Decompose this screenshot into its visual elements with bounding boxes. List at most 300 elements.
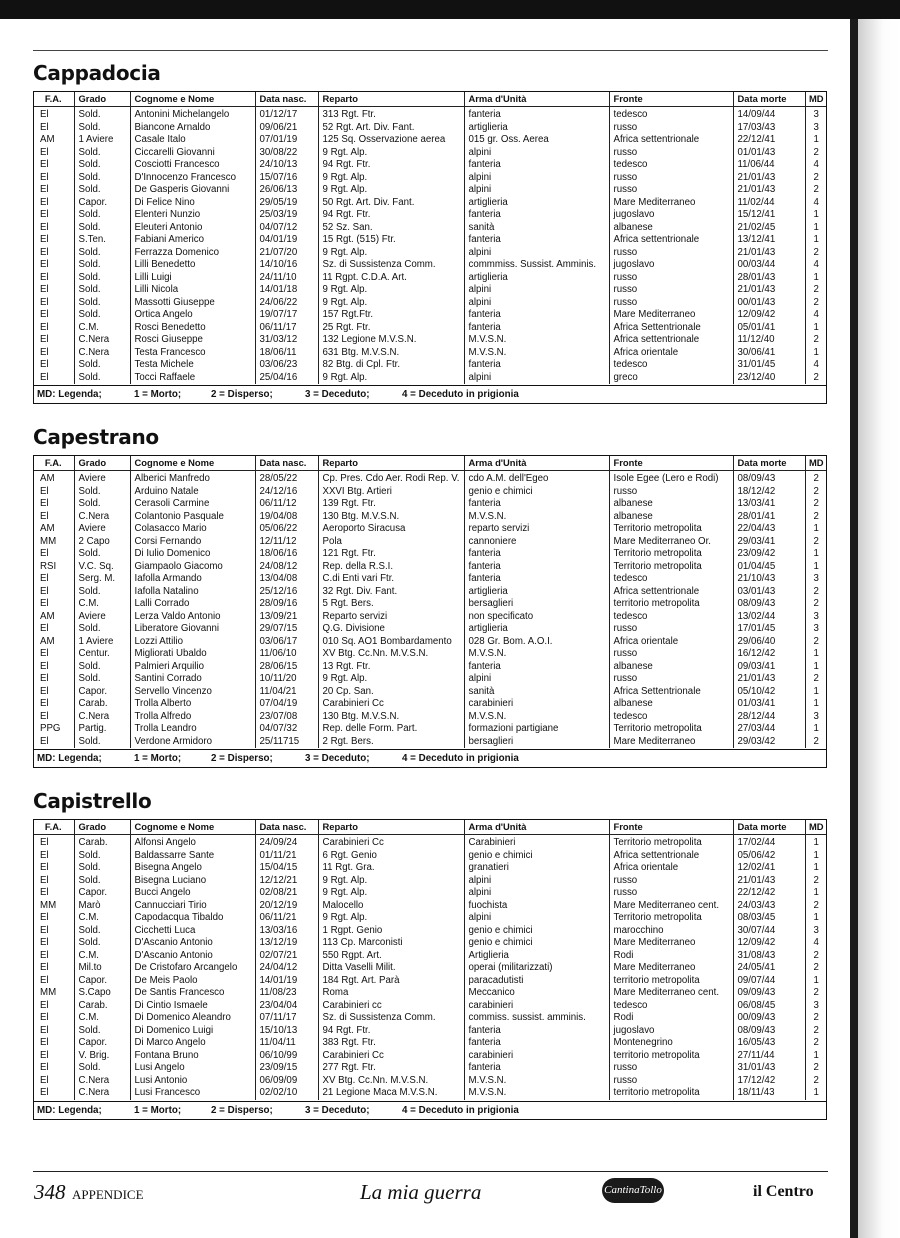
cell-cognome-nome: Di Domenico Luigi	[130, 1025, 255, 1038]
cell-data-nascita: 03/06/17	[255, 636, 318, 649]
cell-data-nascita: 09/06/21	[255, 122, 318, 135]
cell-fa: El	[33, 247, 74, 260]
cell-data-morte: 13/03/41	[733, 498, 805, 511]
cell-data-morte: 14/09/44	[733, 107, 805, 122]
cell-fronte: Mare Mediterraneo	[609, 937, 733, 950]
cell-data-nascita: 10/11/20	[255, 673, 318, 686]
cell-arma: Carabinieri	[464, 835, 609, 850]
cell-grado: Sold.	[74, 925, 130, 938]
cell-reparto: 9 Rgt. Alp.	[318, 673, 464, 686]
cell-grado: Sold.	[74, 623, 130, 636]
cell-fronte: albanese	[609, 698, 733, 711]
table-row	[33, 523, 827, 536]
cell-arma: carabinieri	[464, 1050, 609, 1063]
cell-cognome-nome: Antonini Michelangelo	[130, 107, 255, 122]
cell-reparto: Cp. Pres. Cdo Aer. Rodi Rep. V.	[318, 471, 464, 486]
cell-fa: El	[33, 835, 74, 850]
cell-reparto: 25 Rgt. Ftr.	[318, 322, 464, 335]
cell-fa: El	[33, 334, 74, 347]
cell-cognome-nome: De Santis Francesco	[130, 987, 255, 1000]
cell-cognome-nome: Lozzi Attilio	[130, 636, 255, 649]
cell-arma: cannoniere	[464, 536, 609, 549]
cell-fronte: Territorio metropolita	[609, 523, 733, 536]
cell-data-morte: 13/12/41	[733, 234, 805, 247]
cell-data-nascita: 06/11/21	[255, 912, 318, 925]
table-row	[33, 511, 827, 524]
cell-fronte: territorio metropolita	[609, 1087, 733, 1100]
cell-arma: fanteria	[464, 548, 609, 561]
cell-md: 2	[813, 673, 819, 684]
cell-data-nascita: 06/10/99	[255, 1050, 318, 1063]
cell-data-nascita: 02/07/21	[255, 950, 318, 963]
cell-cognome-nome: Di Domenico Aleandro	[130, 1012, 255, 1025]
cell-data-nascita: 25/12/16	[255, 586, 318, 599]
cell-grado: Sold.	[74, 309, 130, 322]
cell-data-nascita: 14/01/19	[255, 975, 318, 988]
cell-arma: genio e chimici	[464, 937, 609, 950]
cell-md: 3	[813, 999, 819, 1011]
cell-reparto: C.di Enti vari Ftr.	[318, 573, 464, 586]
cell-cognome-nome: Lusi Angelo	[130, 1062, 255, 1075]
cell-grado: S.Ten.	[74, 234, 130, 247]
cell-fronte: territorio metropolita	[609, 975, 733, 988]
cell-md: 2	[813, 899, 819, 911]
cell-data-morte: 16/05/43	[733, 1037, 805, 1050]
cell-cognome-nome: Di Marco Angelo	[130, 1037, 255, 1050]
table-row	[33, 1075, 827, 1088]
cell-fa: MM	[33, 536, 74, 549]
cell-grado: Marò	[74, 900, 130, 913]
column-header-cognome-nome: Cognome e Nome	[130, 456, 255, 471]
cell-grado: Sold.	[74, 486, 130, 499]
cell-md: 2	[813, 184, 819, 195]
cell-grado: Carab.	[74, 1000, 130, 1013]
table-row	[33, 1087, 827, 1100]
cell-data-nascita: 24/06/22	[255, 297, 318, 310]
table-row	[33, 636, 827, 649]
cell-data-nascita: 24/12/16	[255, 486, 318, 499]
cell-fronte: Africa orientale	[609, 862, 733, 875]
cell-fa: AM	[33, 134, 74, 147]
cell-fronte: Montenegrino	[609, 1037, 733, 1050]
cell-grado: C.M.	[74, 950, 130, 963]
cell-fa: El	[33, 222, 74, 235]
cell-md: 2	[813, 371, 819, 383]
column-header-fa: F.A.	[33, 820, 74, 835]
table-row	[33, 925, 827, 938]
cell-md: 2	[813, 146, 819, 158]
cell-fronte: albanese	[609, 498, 733, 511]
cell-reparto: 52 Rgt. Art. Div. Fant.	[318, 122, 464, 135]
top-scan-border	[0, 0, 900, 19]
cell-data-nascita: 12/11/12	[255, 536, 318, 549]
cell-fronte: russo	[609, 486, 733, 499]
column-header-reparto: Reparto	[318, 456, 464, 471]
cell-data-nascita: 28/09/16	[255, 598, 318, 611]
cell-fronte: territorio metropolita	[609, 1050, 733, 1063]
cell-data-morte: 00/09/43	[733, 1012, 805, 1025]
cell-grado: V.C. Sq.	[74, 561, 130, 574]
cell-cognome-nome: Trolla Leandro	[130, 723, 255, 736]
cell-fronte: Africa settentrionale	[609, 234, 733, 247]
cell-reparto: XV Btg. Cc.Nn. M.V.S.N.	[318, 648, 464, 661]
cell-arma: fanteria	[464, 1025, 609, 1038]
cell-reparto: 313 Rgt. Ftr.	[318, 107, 464, 122]
cell-grado: Sold.	[74, 284, 130, 297]
cell-cognome-nome: Di Iulio Domenico	[130, 548, 255, 561]
cell-arma: Artiglieria	[464, 950, 609, 963]
table-row	[33, 1025, 827, 1038]
cell-reparto: 010 Sq. AO1 Bombardamento	[318, 636, 464, 649]
cell-reparto: 94 Rgt. Ftr.	[318, 1025, 464, 1038]
cell-reparto: 277 Rgt. Ftr.	[318, 1062, 464, 1075]
column-header-reparto: Reparto	[318, 820, 464, 835]
cell-fa: El	[33, 234, 74, 247]
cell-fa: El	[33, 197, 74, 210]
cell-reparto: 94 Rgt. Ftr.	[318, 159, 464, 172]
cell-data-nascita: 04/07/12	[255, 222, 318, 235]
cell-data-morte: 12/02/41	[733, 862, 805, 875]
cell-data-nascita: 23/09/15	[255, 1062, 318, 1075]
cell-grado: Sold.	[74, 159, 130, 172]
cell-data-morte: 17/12/42	[733, 1075, 805, 1088]
md-legend	[33, 749, 827, 767]
cell-cognome-nome: Lalli Corrado	[130, 598, 255, 611]
cell-reparto: Q.G. Divisione	[318, 623, 464, 636]
cell-grado: Sold.	[74, 172, 130, 185]
table-row	[33, 736, 827, 749]
cell-cognome-nome: Eleuteri Antonio	[130, 222, 255, 235]
cell-fa: El	[33, 347, 74, 360]
cell-data-nascita: 29/05/19	[255, 197, 318, 210]
cell-md: 1	[813, 1087, 819, 1098]
cell-cognome-nome: Baldassarre Sante	[130, 850, 255, 863]
cell-data-nascita: 11/06/10	[255, 648, 318, 661]
cell-fronte: Isole Egee (Lero e Rodi)	[609, 471, 733, 486]
cell-fa: El	[33, 850, 74, 863]
cell-fa: El	[33, 1012, 74, 1025]
table-row	[33, 309, 827, 322]
cell-cognome-nome: Liberatore Giovanni	[130, 623, 255, 636]
cell-cognome-nome: Lusi Francesco	[130, 1087, 255, 1100]
cell-md: 2	[813, 296, 819, 308]
cell-fronte: Territorio metropolita	[609, 912, 733, 925]
cell-fa: El	[33, 673, 74, 686]
cell-data-morte: 21/01/43	[733, 875, 805, 888]
cell-data-nascita: 24/04/12	[255, 962, 318, 975]
cell-md: 2	[813, 284, 819, 295]
cell-reparto: Rep. delle Form. Part.	[318, 723, 464, 736]
cell-md: 1	[813, 221, 819, 233]
cell-arma: fanteria	[464, 573, 609, 586]
cell-cognome-nome: Rosci Giuseppe	[130, 334, 255, 347]
cell-data-morte: 17/03/43	[733, 122, 805, 135]
cell-cognome-nome: Lilli Luigi	[130, 272, 255, 285]
cell-arma: fanteria	[464, 1037, 609, 1050]
cell-fa: AM	[33, 471, 74, 486]
cell-cognome-nome: Testa Francesco	[130, 347, 255, 360]
table-header-row	[33, 820, 827, 835]
column-header-md: MD	[805, 456, 827, 471]
cell-reparto: 20 Cp. San.	[318, 686, 464, 699]
cell-fa: El	[33, 372, 74, 385]
column-header-data-morte: Data morte	[733, 820, 805, 835]
cell-data-nascita: 18/06/16	[255, 548, 318, 561]
cell-data-morte: 01/03/41	[733, 698, 805, 711]
cell-reparto: 113 Cp. Marconisti	[318, 937, 464, 950]
cell-reparto: 184 Rgt. Art. Parà	[318, 975, 464, 988]
cell-fa: El	[33, 598, 74, 611]
cell-data-morte: 29/06/40	[733, 636, 805, 649]
cell-fronte: Territorio metropolita	[609, 723, 733, 736]
cell-cognome-nome: Ortica Angelo	[130, 309, 255, 322]
cell-fronte: Territorio metropolita	[609, 835, 733, 850]
cell-cognome-nome: Cicchetti Luca	[130, 925, 255, 938]
cell-grado: Sold.	[74, 184, 130, 197]
cell-arma: alpini	[464, 372, 609, 385]
page-number: 348	[34, 1180, 66, 1204]
cell-reparto: 9 Rgt. Alp.	[318, 875, 464, 888]
cell-grado: Sold.	[74, 875, 130, 888]
cell-fa: El	[33, 498, 74, 511]
cell-fa: El	[33, 1062, 74, 1075]
column-header-fa: F.A.	[33, 92, 74, 107]
cell-md: 3	[813, 109, 819, 120]
cell-data-morte: 29/03/42	[733, 736, 805, 749]
cell-md: 1	[813, 723, 819, 734]
cell-fa: El	[33, 184, 74, 197]
cell-reparto: Sz. di Sussistenza Comm.	[318, 259, 464, 272]
cell-arma: alpini	[464, 172, 609, 185]
cell-reparto: 2 Rgt. Bers.	[318, 736, 464, 749]
cell-md: 2	[813, 498, 819, 509]
cell-grado: Sold.	[74, 247, 130, 260]
cell-cognome-nome: Trolla Alberto	[130, 698, 255, 711]
cell-arma: sanità	[464, 222, 609, 235]
cell-reparto: Malocello	[318, 900, 464, 913]
table-row	[33, 962, 827, 975]
cell-cognome-nome: Massotti Giuseppe	[130, 297, 255, 310]
cell-md: 4	[813, 259, 819, 270]
cell-reparto: 9 Rgt. Alp.	[318, 184, 464, 197]
cell-data-morte: 18/11/43	[733, 1087, 805, 1100]
cell-fa: El	[33, 573, 74, 586]
cell-md: 4	[813, 359, 819, 370]
cell-data-nascita: 31/03/12	[255, 334, 318, 347]
cell-fa: El	[33, 486, 74, 499]
column-header-data-morte: Data morte	[733, 456, 805, 471]
cell-md: 2	[813, 598, 819, 609]
cell-reparto: 15 Rgt. (515) Ftr.	[318, 234, 464, 247]
cell-data-morte: 22/12/41	[733, 134, 805, 147]
cell-data-morte: 01/01/43	[733, 147, 805, 160]
cell-grado: C.Nera	[74, 711, 130, 724]
cell-data-nascita: 13/03/16	[255, 925, 318, 938]
cell-grado: C.Nera	[74, 511, 130, 524]
cell-grado: C.M.	[74, 1012, 130, 1025]
table-row	[33, 887, 827, 900]
table-row	[33, 900, 827, 913]
table-row	[33, 486, 827, 499]
cell-cognome-nome: D'Innocenzo Francesco	[130, 172, 255, 185]
cell-data-nascita: 28/05/22	[255, 471, 318, 486]
cell-data-morte: 22/04/43	[733, 523, 805, 536]
cell-arma: carabinieri	[464, 1000, 609, 1013]
cell-reparto: 21 Legione Maca M.V.S.N.	[318, 1087, 464, 1100]
cell-data-morte: 30/07/44	[733, 925, 805, 938]
cell-grado: Partig.	[74, 723, 130, 736]
table-row	[33, 1050, 827, 1063]
cell-fa: El	[33, 912, 74, 925]
cell-data-nascita: 25/11715	[255, 736, 318, 749]
cell-arma: M.V.S.N.	[464, 511, 609, 524]
cell-fa: El	[33, 511, 74, 524]
cell-data-morte: 30/06/41	[733, 347, 805, 360]
cell-md: 3	[813, 121, 819, 133]
table-row	[33, 1062, 827, 1075]
column-header-reparto: Reparto	[318, 92, 464, 107]
cell-fa: El	[33, 1087, 74, 1100]
cell-cognome-nome: Rosci Benedetto	[130, 322, 255, 335]
cell-data-morte: 27/11/44	[733, 1050, 805, 1063]
cell-reparto: 130 Btg. M.V.S.N.	[318, 511, 464, 524]
cell-grado: C.Nera	[74, 1087, 130, 1100]
cell-data-morte: 23/12/40	[733, 372, 805, 385]
cell-arma: carabinieri	[464, 698, 609, 711]
cell-cognome-nome: De Cristofaro Arcangelo	[130, 962, 255, 975]
cell-cognome-nome: Lerza Valdo Antonio	[130, 611, 255, 624]
cell-grado: Sold.	[74, 661, 130, 674]
cell-cognome-nome: Alberici Manfredo	[130, 471, 255, 486]
cell-cognome-nome: Di Felice Nino	[130, 197, 255, 210]
cell-fa: El	[33, 209, 74, 222]
cell-data-morte: 21/10/43	[733, 573, 805, 586]
cell-arma: bersaglieri	[464, 598, 609, 611]
cell-reparto: 50 Rgt. Art. Div. Fant.	[318, 197, 464, 210]
cell-arma: alpini	[464, 247, 609, 260]
cell-cognome-nome: D'Ascanio Antonio	[130, 950, 255, 963]
legend-item: 2 = Disperso;	[211, 1105, 273, 1116]
legend-label: MD: Legenda;	[37, 1105, 102, 1116]
cell-arma: reparto servizi	[464, 523, 609, 536]
cell-fa: El	[33, 322, 74, 335]
cell-cognome-nome: Bisegna Angelo	[130, 862, 255, 875]
cell-cognome-nome: Migliorati Ubaldo	[130, 648, 255, 661]
cell-fronte: Africa Settentrionale	[609, 686, 733, 699]
table-row	[33, 134, 827, 147]
cell-reparto: 13 Rgt. Ftr.	[318, 661, 464, 674]
cell-cognome-nome: Iafolla Armando	[130, 573, 255, 586]
cell-fa: El	[33, 686, 74, 699]
cell-fronte: russo	[609, 272, 733, 285]
cell-cognome-nome: Lilli Nicola	[130, 284, 255, 297]
cell-reparto: Carabinieri Cc	[318, 835, 464, 850]
cell-fronte: greco	[609, 372, 733, 385]
table-row	[33, 1012, 827, 1025]
table-row	[33, 272, 827, 285]
cell-cognome-nome: Colantonio Pasquale	[130, 511, 255, 524]
cell-grado: 1 Aviere	[74, 134, 130, 147]
cell-fronte: Rodi	[609, 950, 733, 963]
cell-data-nascita: 30/08/22	[255, 147, 318, 160]
cell-fronte: jugoslavo	[609, 259, 733, 272]
cell-data-nascita: 02/02/10	[255, 1087, 318, 1100]
cell-fronte: Mare Mediterraneo	[609, 962, 733, 975]
cell-reparto: 9 Rgt. Alp.	[318, 372, 464, 385]
cell-md: 1	[813, 837, 819, 848]
legend-label: MD: Legenda;	[37, 389, 102, 400]
footer-rule	[33, 1171, 828, 1172]
cell-cognome-nome: Fabiani Americo	[130, 234, 255, 247]
cell-reparto: 157 Rgt.Ftr.	[318, 309, 464, 322]
cell-arma: sanità	[464, 686, 609, 699]
cell-data-morte: 11/12/40	[733, 334, 805, 347]
cell-fronte: jugoslavo	[609, 209, 733, 222]
cell-fa: El	[33, 862, 74, 875]
cell-data-morte: 21/01/43	[733, 247, 805, 260]
cell-md: 1	[813, 974, 819, 986]
cell-data-morte: 24/05/41	[733, 962, 805, 975]
cell-cognome-nome: Elenteri Nunzio	[130, 209, 255, 222]
cell-reparto: 52 Sz. San.	[318, 222, 464, 235]
table-row	[33, 561, 827, 574]
table-row	[33, 937, 827, 950]
cell-grado: Sold.	[74, 1062, 130, 1075]
cell-md: 1	[813, 660, 819, 672]
column-header-data-nascita: Data nasc.	[255, 456, 318, 471]
cell-fronte: Mare Mediterraneo cent.	[609, 900, 733, 913]
cell-reparto: 550 Rgpt. Art.	[318, 950, 464, 963]
cell-arma: artiglieria	[464, 623, 609, 636]
cell-reparto: Rep. della R.S.I.	[318, 561, 464, 574]
table-row	[33, 197, 827, 210]
cell-data-morte: 31/01/45	[733, 359, 805, 372]
cell-data-nascita: 21/07/20	[255, 247, 318, 260]
cell-data-nascita: 06/11/17	[255, 322, 318, 335]
cell-fronte: tedesco	[609, 1000, 733, 1013]
table-row	[33, 247, 827, 260]
column-header-cognome-nome: Cognome e Nome	[130, 92, 255, 107]
cell-cognome-nome: Trolla Alfredo	[130, 711, 255, 724]
cell-md: 1	[813, 1049, 819, 1061]
cell-fronte: Mare Mediterraneo	[609, 736, 733, 749]
cell-data-nascita: 23/04/04	[255, 1000, 318, 1013]
cell-md: 3	[813, 924, 819, 936]
cell-arma: fuochista	[464, 900, 609, 913]
cell-fa: El	[33, 122, 74, 135]
cell-fa: El	[33, 272, 74, 285]
cell-fronte: russo	[609, 623, 733, 636]
cell-data-nascita: 06/09/09	[255, 1075, 318, 1088]
cell-data-morte: 09/03/41	[733, 661, 805, 674]
cell-fronte: russo	[609, 184, 733, 197]
cell-cognome-nome: Palmieri Arquilio	[130, 661, 255, 674]
cell-fa: PPG	[33, 723, 74, 736]
table-row	[33, 661, 827, 674]
cell-data-nascita: 24/11/10	[255, 272, 318, 285]
md-legend	[33, 385, 827, 403]
cell-data-nascita: 26/06/13	[255, 184, 318, 197]
table-row	[33, 586, 827, 599]
cell-reparto: 32 Rgt. Div. Fant.	[318, 586, 464, 599]
cell-data-nascita: 11/04/11	[255, 1037, 318, 1050]
cell-grado: C.Nera	[74, 1075, 130, 1088]
cell-arma: bersaglieri	[464, 736, 609, 749]
cell-fa: El	[33, 962, 74, 975]
section-title: Capistrello	[33, 789, 152, 813]
cell-grado: Sold.	[74, 222, 130, 235]
cell-fa: AM	[33, 523, 74, 536]
